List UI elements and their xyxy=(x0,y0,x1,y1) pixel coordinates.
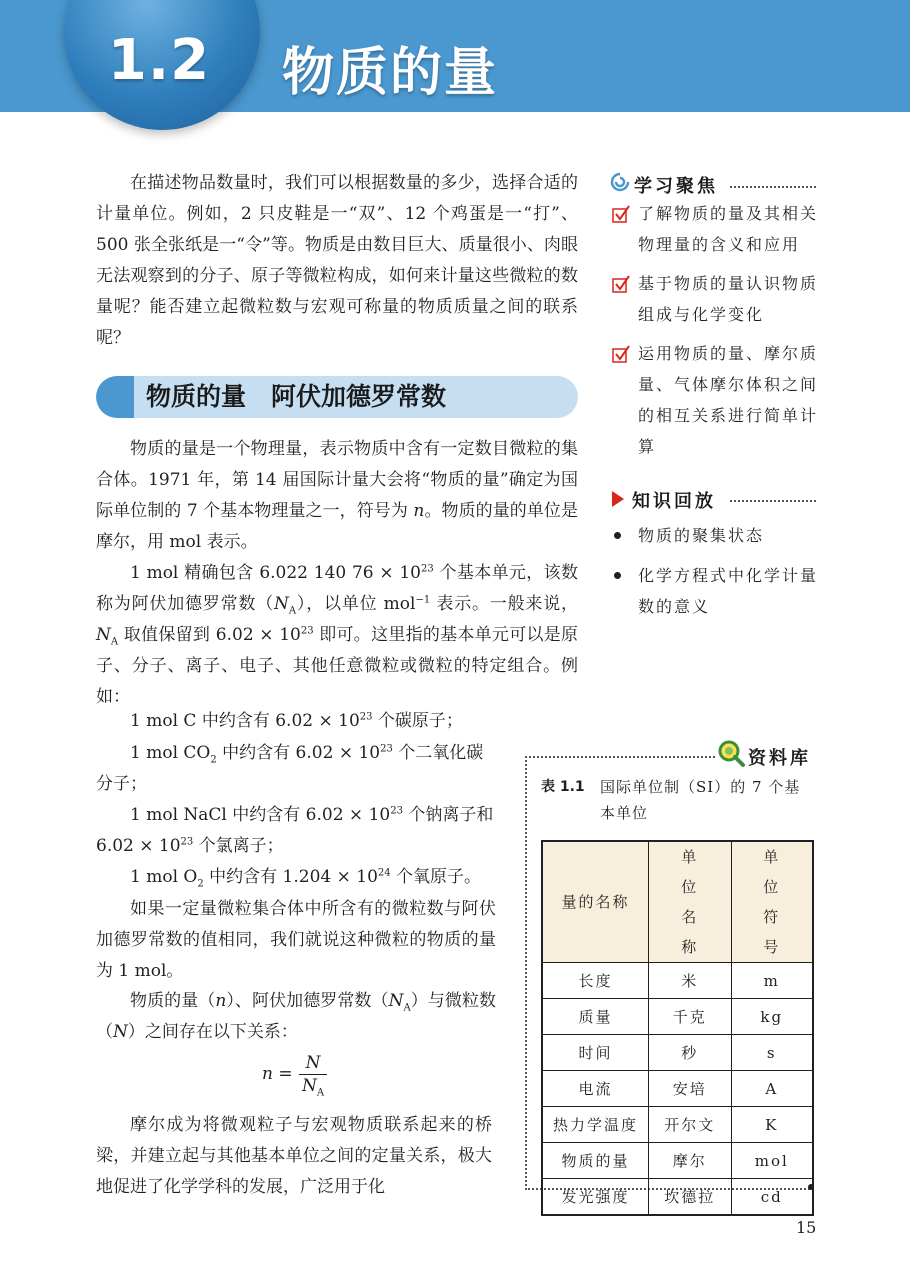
table-row xyxy=(542,1143,813,1179)
table-cell: 摩尔 xyxy=(649,1143,731,1179)
table-cell: 时间 xyxy=(542,1035,649,1071)
learning-goal: 运用物质的量、摩尔质量、气体摩尔体积之间的相互关系进行简单计算 xyxy=(638,344,819,456)
table-cell: 发光强度 xyxy=(542,1179,649,1216)
table-cell: kg xyxy=(731,999,813,1035)
paragraph-avogadro: 1 mol 精确包含 6.022 140 $76 \times 10^{23}$ 个基本单元，该数称为阿伏加德罗常数$(N_A)$，以单位 mol$^{-1}$ 表示。一般来说，$N_A$ 取值保留到 $6.02 \times 10^{23}$ 即可。这里指的基本单元可以是原子、分子、离子、电子、其他任意微粒或微粒的特定组合。例如： xyxy=(96,563,579,707)
symbol-n: n xyxy=(413,501,425,521)
table-cell: 秒 xyxy=(649,1035,731,1071)
subheading-title: 物质的量 阿伏加德罗常数 xyxy=(146,382,447,411)
checkbox-icon xyxy=(612,345,630,363)
learning-goal: 基于物质的量认识物质组成与化学变化 xyxy=(638,274,819,324)
example-co2: 1 mol $CO_2$ 中约含有 $6.02 \times 10^{23}$ 个二氧化碳分子； xyxy=(96,743,484,794)
review-item: 物质的聚集状态 xyxy=(638,526,765,545)
page-number: 15 xyxy=(796,1218,817,1237)
magnifier-icon xyxy=(716,738,746,768)
table-cell: A xyxy=(731,1071,813,1107)
table-cell: 质量 xyxy=(542,999,649,1035)
table-cell: 米 xyxy=(649,963,731,999)
paragraph-relation: 物质的量（n）、阿伏加德罗常数$(N_A)$与微粒数（N）之间存在以下关系： xyxy=(96,991,497,1042)
library-dotted-rule xyxy=(525,756,715,758)
table-header-cell: 量的名称 xyxy=(542,841,649,963)
table-cell: K xyxy=(731,1107,813,1143)
table-caption-text: 国际单位制（SI）的 7 个基本单位 xyxy=(600,778,801,822)
table-row xyxy=(542,1035,813,1071)
data-library-heading: 资料库 xyxy=(748,748,811,769)
bullet-icon xyxy=(614,572,621,579)
paragraph-one-mol: 如果一定量微粒集合体中所含有的微粒数与阿伏加德罗常数的值相同，我们就说这种微粒的物质的量为 1 mol。 xyxy=(96,899,496,981)
learning-goal: 了解物质的量及其相关物理量的含义和应用 xyxy=(638,204,819,254)
table-cell: m xyxy=(731,963,813,999)
table-cell: s xyxy=(731,1035,813,1071)
table-cell: 安培 xyxy=(649,1071,731,1107)
chapter-number: 1.2 xyxy=(107,28,211,93)
knowledge-review-heading: 知识回放 xyxy=(632,491,716,512)
table-row xyxy=(542,963,813,999)
heading-dotted-rule xyxy=(730,186,816,188)
heading-dotted-rule xyxy=(730,500,816,502)
table-header-row xyxy=(542,841,813,963)
table-row xyxy=(542,1179,813,1216)
example-carbon: 1 mol C 中约含有 $6.02 \times 10^{23}$ 个碳原子； xyxy=(130,711,463,731)
table-cell: 开尔文 xyxy=(649,1107,731,1143)
paragraph-definition: 物质的量是一个物理量，表示物质中含有一定数目微粒的集合体。1971 年，第 14 届国际计量大会将“物质的量”确定为国际单位制的 7 个基本物理量之一，符号为 n。物质的量的单位是摩尔，用 mol 表示。 xyxy=(96,439,579,552)
table-cell: cd xyxy=(731,1179,813,1216)
learning-focus-heading: 学习聚焦 xyxy=(634,176,718,197)
table-row xyxy=(542,999,813,1035)
table-cell: 物质的量 xyxy=(542,1143,649,1179)
example-nacl: 1 mol NaCl 中约含有 $6.02 \times 10^{23}$ 个钠离子和 $6.02 \times 10^{23}$ 个氯离子； xyxy=(96,805,494,856)
table-cell: 热力学温度 xyxy=(542,1107,649,1143)
table-cell: 千克 xyxy=(649,999,731,1035)
table-caption-label: 表 1.1 xyxy=(541,779,585,795)
table-row xyxy=(542,1107,813,1143)
section-title: 物质的量 xyxy=(282,43,499,103)
paragraph-mol-bridge: 摩尔成为将微观粒子与宏观物质联系起来的桥梁，并建立起与其他基本单位之间的定量关系，极大地促进了化学学科的发展，广泛用于化 xyxy=(96,1115,492,1197)
table-cell: mol xyxy=(731,1143,813,1179)
intro-paragraph: 在描述物品数量时，我们可以根据数量的多少，选择合适的计量单位。例如，2 只皮鞋是一“双”、12 个鸡蛋是一“打”、500 张全张纸是一“令”等。物质是由数目巨大、质量很小、肉眼无法观察到的分子、原子等微粒构成，如何来计量这些微粒的数量呢？能否建立起微粒数与宏观可称量的物质质量之间的联系呢？ xyxy=(96,173,578,348)
table-cell: 长度 xyxy=(542,963,649,999)
table-header-cell: 单位名称 xyxy=(649,841,731,963)
learning-focus-icon xyxy=(610,172,630,192)
review-item: 化学方程式中化学计量数的意义 xyxy=(638,566,819,616)
table-cell: 电流 xyxy=(542,1071,649,1107)
table-cell: 坎德拉 xyxy=(649,1179,731,1216)
example-o2: 1 mol $O_2$ 中约含有 $1.204 \times 10^{24}$ 个氧原子。 xyxy=(130,867,482,890)
si-base-units-table xyxy=(541,840,814,1216)
table-row xyxy=(542,1071,813,1107)
checkbox-icon xyxy=(612,205,630,223)
bullet-icon xyxy=(614,532,621,539)
checkbox-icon xyxy=(612,275,630,293)
table-header-cell: 单位符号 xyxy=(731,841,813,963)
play-arrow-icon xyxy=(612,491,624,507)
